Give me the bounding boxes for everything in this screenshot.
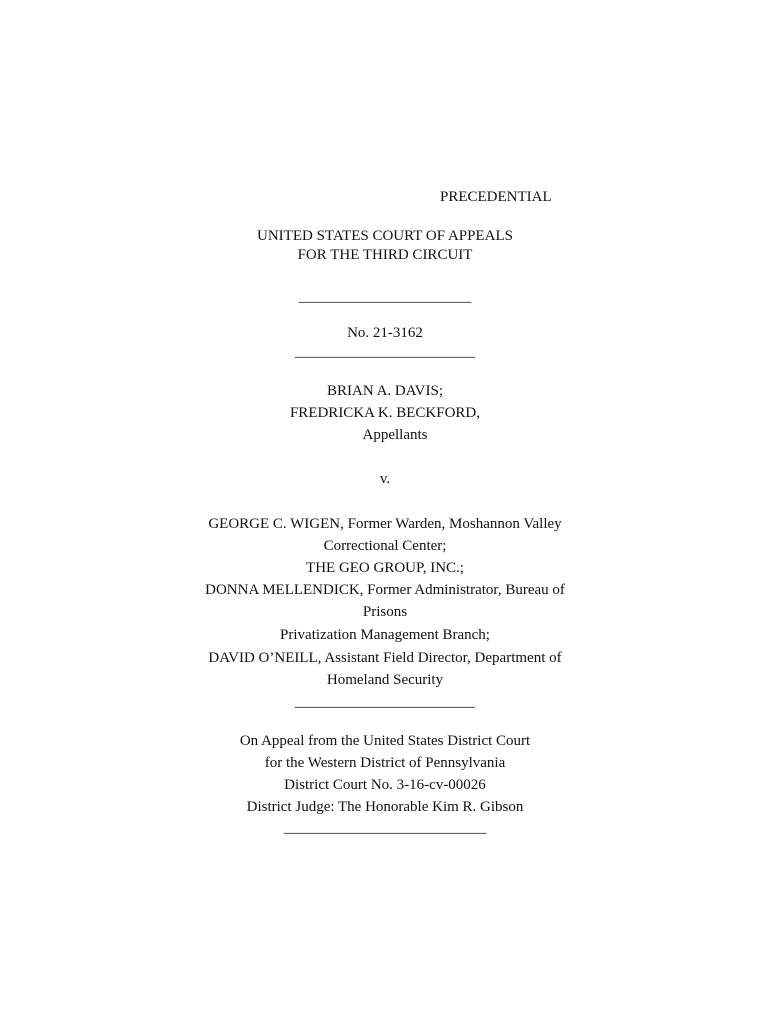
separator-rule-1: _______________________ bbox=[298, 289, 472, 305]
appellee-line5: Prisons bbox=[362, 604, 408, 620]
appellee-line2: Correctional Center; bbox=[323, 538, 447, 554]
precedential-label: PRECEDENTIAL bbox=[440, 189, 552, 205]
appellee-line6: Privatization Management Branch; bbox=[280, 627, 490, 643]
separator-rule-3: ________________________ bbox=[295, 694, 475, 710]
appellee-line4: DONNA MELLENDICK, Former Administrator, Bureau of bbox=[205, 582, 565, 598]
appellee-line8: Homeland Security bbox=[326, 672, 444, 688]
appeal-line3: District Court No. 3-16-cv-00026 bbox=[284, 777, 486, 793]
appeal-line2: for the Western District of Pennsylvania bbox=[264, 755, 506, 771]
appeal-line4: District Judge: The Honorable Kim R. Gibson bbox=[246, 799, 524, 815]
court-name-line2: FOR THE THIRD CIRCUIT bbox=[297, 247, 473, 263]
separator-rule-4: ___________________________ bbox=[283, 820, 487, 836]
appellant-line2: FREDRICKA K. BECKFORD, bbox=[289, 405, 481, 421]
appeal-line1: On Appeal from the United States District Court bbox=[239, 733, 531, 749]
appellee-line1: GEORGE C. WIGEN, Former Warden, Moshannon Valley bbox=[208, 516, 562, 532]
court-name-line1: UNITED STATES COURT OF APPEALS bbox=[257, 228, 513, 244]
appellant-line1: BRIAN A. DAVIS; bbox=[327, 383, 443, 399]
separator-rule-2: ________________________ bbox=[295, 344, 475, 360]
versus: v. bbox=[379, 471, 391, 487]
appellee-line3: THE GEO GROUP, INC.; bbox=[306, 560, 464, 576]
case-number: No. 21-3162 bbox=[347, 325, 423, 341]
appellants-role: Appellants bbox=[362, 427, 428, 443]
appellee-line7: DAVID O’NEILL, Assistant Field Director, Department of bbox=[208, 650, 562, 666]
